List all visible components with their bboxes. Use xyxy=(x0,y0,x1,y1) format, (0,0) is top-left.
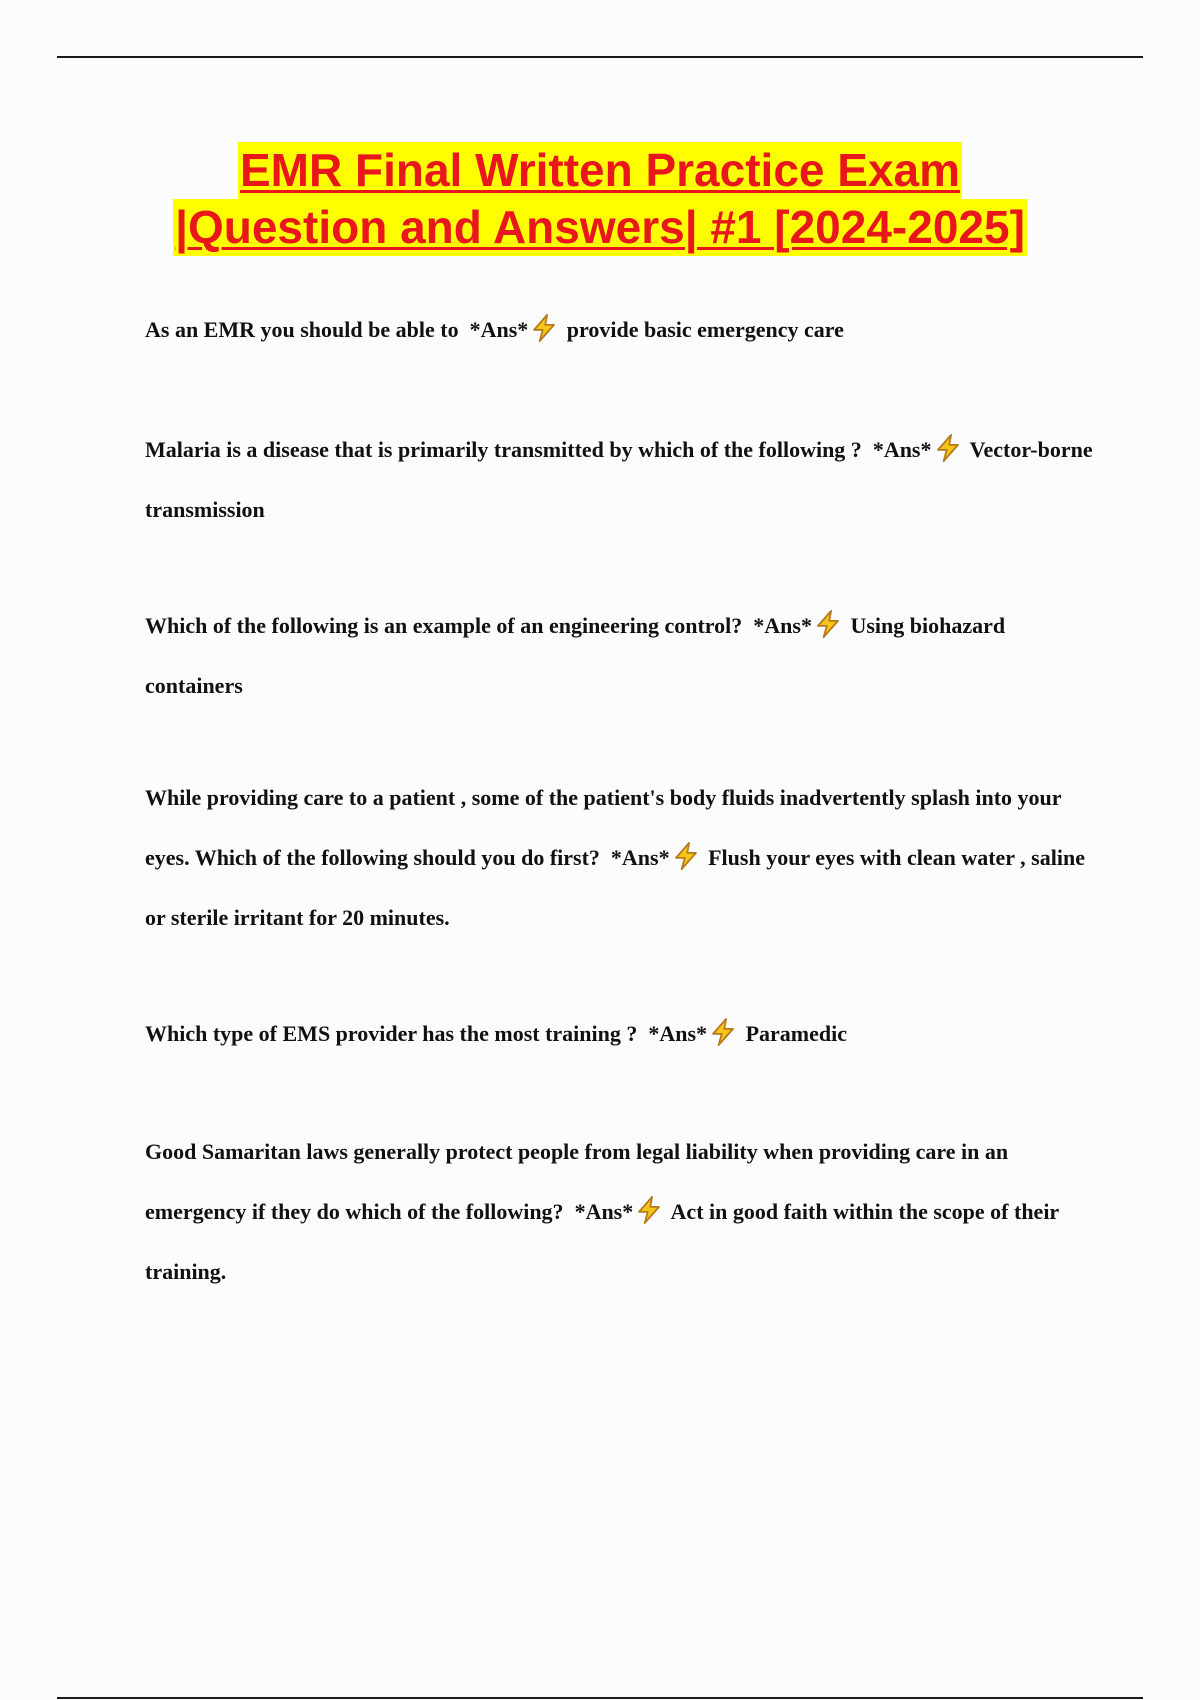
ans-marker: *Ans* xyxy=(648,1021,708,1046)
lightning-bolt-icon xyxy=(933,433,963,463)
answer-text: Flush your eyes with clean water , saline or sterile irritant for 20 minutes. xyxy=(145,845,1085,930)
qa-item-1 xyxy=(145,300,1100,360)
ans-marker: *Ans* xyxy=(872,437,932,462)
title-line-2: |Question and Answers| #1 [2024-2025] xyxy=(173,199,1027,256)
ans-marker: *Ans* xyxy=(574,1199,634,1224)
question-text: Malaria is a disease that is primarily transmitted by which of the following ? xyxy=(145,437,862,462)
qa-item-6 xyxy=(145,1122,1100,1302)
ans-marker: *Ans* xyxy=(469,317,529,342)
ans-marker: *Ans* xyxy=(610,845,670,870)
lightning-bolt-icon xyxy=(634,1195,664,1225)
answer-text: provide basic emergency care xyxy=(566,317,844,342)
lightning-bolt-icon xyxy=(813,609,843,639)
answer-text: Using biohazard containers xyxy=(145,613,1006,698)
document-title xyxy=(0,142,1200,256)
lightning-bolt-icon xyxy=(671,841,701,871)
qa-item-3 xyxy=(145,596,1100,716)
question-text: Which of the following is an example of an engineering control? xyxy=(145,613,743,638)
question-text: Which type of EMS provider has the most training ? xyxy=(145,1021,638,1046)
answer-text: Vector-borne transmission xyxy=(145,437,1093,522)
qa-item-4 xyxy=(145,768,1100,948)
answer-text: Act in good faith within the scope of their training. xyxy=(145,1199,1059,1284)
answer-text: Paramedic xyxy=(745,1021,847,1046)
lightning-bolt-icon xyxy=(529,313,559,343)
title-line-1: EMR Final Written Practice Exam xyxy=(238,142,962,199)
question-text: Good Samaritan laws generally protect people from legal liability when providing care in an emergency if they do which of the following? xyxy=(145,1139,1009,1224)
question-text: While providing care to a patient , some of the patient's body fluids inadvertently splash into your eyes. Which of the following should you do first? xyxy=(145,785,1062,870)
top-rule xyxy=(57,56,1143,58)
qa-item-5 xyxy=(145,1004,1100,1064)
ans-marker: *Ans* xyxy=(753,613,812,638)
bottom-rule xyxy=(57,1697,1143,1699)
lightning-bolt-icon xyxy=(708,1017,738,1047)
qa-item-2 xyxy=(145,420,1100,540)
question-text: As an EMR you should be able to xyxy=(145,317,459,342)
